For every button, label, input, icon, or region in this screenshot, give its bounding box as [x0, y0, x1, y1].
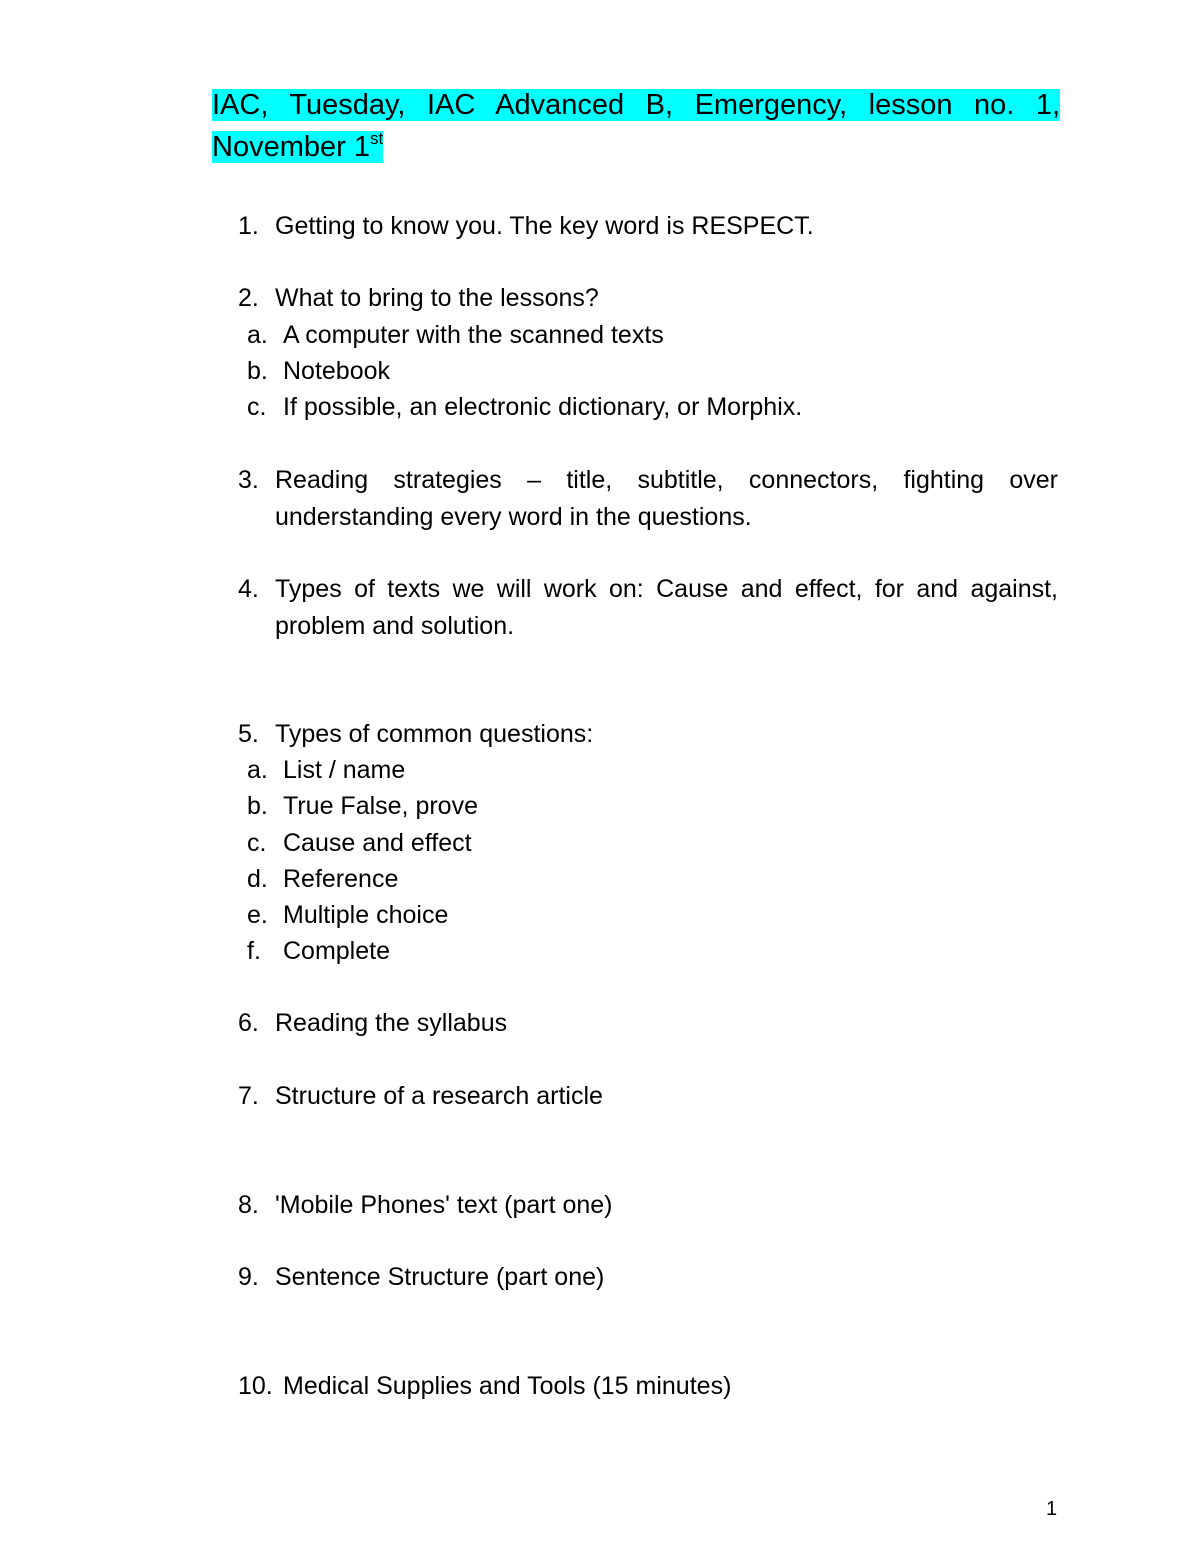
- sub-item: [247, 933, 1047, 970]
- sub-item-text: Complete: [283, 937, 390, 965]
- sub-item: [247, 389, 1047, 426]
- item-number: 1.: [238, 212, 259, 240]
- item-text: Reading strategies – title, subtitle, connectors, fighting over understanding every word in the questions.: [275, 466, 1058, 531]
- list-item-9: [238, 1259, 1058, 1296]
- sub-item-text: List / name: [283, 756, 406, 784]
- sub-item-letter: a.: [247, 321, 268, 349]
- sub-item-letter: a.: [247, 756, 268, 784]
- list-item-1: [238, 208, 1058, 245]
- item-text: Medical Supplies and Tools (15 minutes): [283, 1372, 732, 1400]
- item-text: Getting to know you. The key word is RESPECT.: [275, 212, 814, 240]
- sub-item-text: True False, prove: [283, 792, 478, 820]
- sub-item-letter: e.: [247, 901, 268, 929]
- item-text: Types of common questions:: [275, 720, 594, 748]
- sub-item: [247, 861, 1047, 898]
- item-text: Reading the syllabus: [275, 1009, 508, 1037]
- list-item-4: [238, 571, 1058, 645]
- item-number: 5.: [238, 720, 259, 748]
- item-text: Sentence Structure (part one): [275, 1263, 605, 1291]
- item-number: 9.: [238, 1263, 259, 1291]
- list-item-6: [238, 1005, 1058, 1042]
- item-text: 'Mobile Phones' text (part one): [275, 1191, 613, 1219]
- item-number: 2.: [238, 284, 259, 312]
- list-item-7: [238, 1078, 1058, 1115]
- sub-item: [247, 897, 1047, 934]
- sub-item-text: Notebook: [283, 357, 391, 385]
- sub-item-text: Multiple choice: [283, 901, 449, 929]
- sub-item-text: If possible, an electronic dictionary, or Morphix.: [283, 393, 803, 421]
- sub-item-text: Cause and effect: [283, 829, 472, 857]
- list-item-8: [238, 1187, 1058, 1224]
- sub-item-letter: c.: [247, 393, 267, 421]
- sub-item-text: Reference: [283, 865, 399, 893]
- sub-item: [247, 788, 1047, 825]
- item-number: 6.: [238, 1009, 259, 1037]
- item-number: 4.: [238, 575, 259, 603]
- item-text: Types of texts we will work on: Cause and effect, for and against, problem and solution.: [275, 575, 1058, 640]
- sub-item-letter: d.: [247, 865, 268, 893]
- page-number: 1: [1046, 1498, 1058, 1520]
- title-superscript: st: [369, 129, 384, 148]
- title-highlight: [212, 89, 1060, 163]
- item-number: 7.: [238, 1082, 259, 1110]
- sub-item-letter: b.: [247, 792, 268, 820]
- sub-item-letter: f.: [247, 937, 261, 965]
- title-text: IAC, Tuesday, IAC Advanced B, Emergency, lesson no. 1, November 1: [212, 89, 1060, 163]
- sub-item: [247, 353, 1047, 390]
- sub-item-text: A computer with the scanned texts: [283, 321, 664, 349]
- sub-item: [247, 317, 1047, 354]
- item-number: 3.: [238, 466, 259, 494]
- sub-item-letter: c.: [247, 829, 267, 857]
- item-number: 8.: [238, 1191, 259, 1219]
- list-item-3: [238, 462, 1058, 536]
- sub-item: [247, 825, 1047, 862]
- item-text: What to bring to the lessons?: [275, 284, 599, 312]
- document-title: [212, 84, 1060, 168]
- list-item-2: [238, 280, 1058, 317]
- item-number: 10.: [238, 1372, 273, 1400]
- sub-item-letter: b.: [247, 357, 268, 385]
- item-text: Structure of a research article: [275, 1082, 603, 1110]
- sub-item: [247, 752, 1047, 789]
- list-item-5: [238, 716, 1058, 753]
- list-item-10: [238, 1368, 1058, 1405]
